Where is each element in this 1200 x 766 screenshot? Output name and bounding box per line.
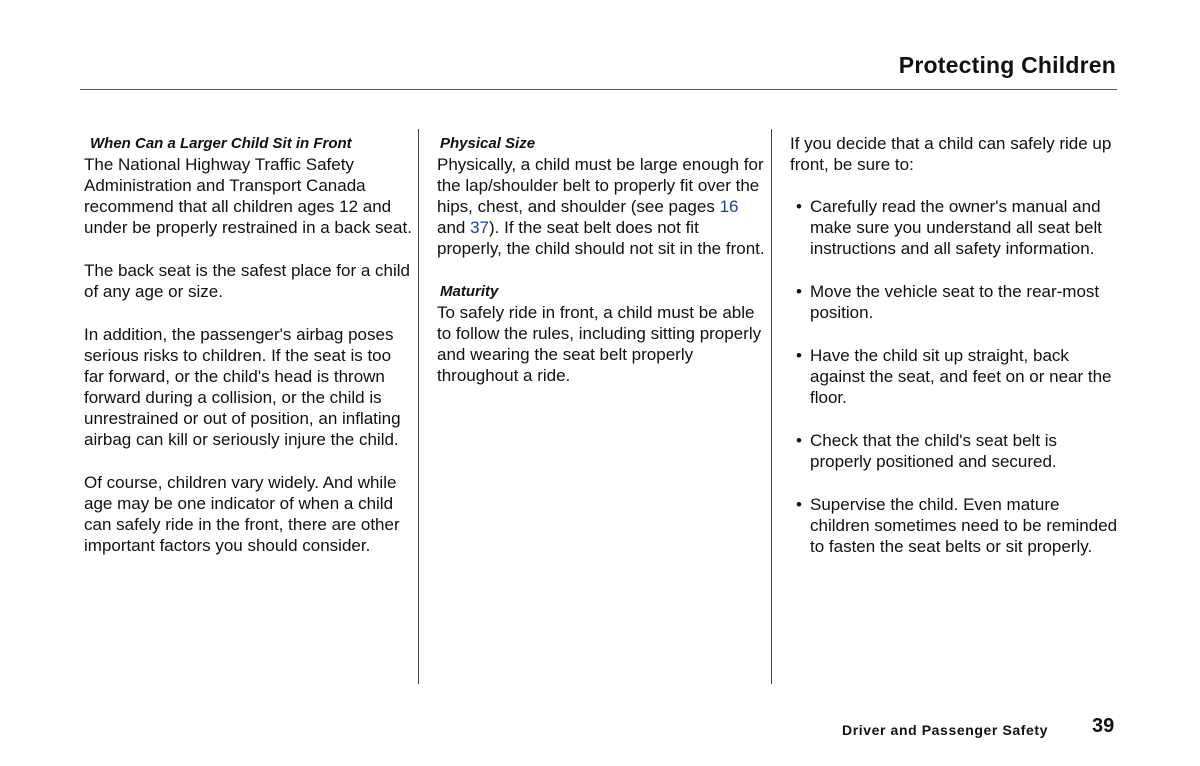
physical-size-text-3: ). If the seat belt does not fit properly, the child should not sit in the front.: [437, 218, 765, 258]
list-item: [790, 430, 1120, 472]
bullet-icon: •: [796, 346, 802, 365]
paragraph-recommendation: The National Highway Traffic Safety Administration and Transport Canada recommend that all children ages 12 and under be properly restrained in a back seat.: [84, 155, 412, 237]
checklist-intro: If you decide that a child can safely ride up front, be sure to:: [790, 134, 1112, 174]
page-title: Protecting Children: [898, 52, 1116, 78]
paragraph-airbag-risk: In addition, the passenger's airbag poses serious risks to children. If the seat is too far forward, or the child's head is thrown forward during a collision, or the child is unrestrained or out of position, an inflating airbag can kill or seriously injure the child.: [84, 325, 401, 449]
list-item-text: Move the vehicle seat to the rear-most position.: [810, 282, 1100, 322]
paragraph-back-seat-safest: The back seat is the safest place for a child of any age or size.: [84, 261, 411, 301]
list-item: [790, 281, 1120, 323]
paragraph-maturity: To safely ride in front, a child must be able to follow the rules, including sitting properly and wearing the seat belt properly throughout a ride.: [437, 303, 762, 385]
right-column: [790, 133, 1120, 579]
section-heading-physical-size: Physical Size: [440, 135, 536, 152]
list-item-text: Check that the child's seat belt is properly positioned and secured.: [810, 431, 1058, 471]
paragraph-children-vary: Of course, children vary widely. And while age may be one indicator of when a child can safely ride in the front, there are other important factors you should consider.: [84, 473, 400, 555]
list-item-text: Carefully read the owner's manual and make sure you understand all seat belt instructions and all safety information.: [810, 197, 1103, 258]
page-link-16[interactable]: 16: [719, 197, 739, 216]
page-number: 39: [1092, 715, 1115, 737]
header-rule: [80, 89, 1117, 90]
middle-column: [437, 133, 767, 408]
paragraph-physical-size: [437, 154, 767, 259]
section-heading-larger-child: When Can a Larger Child Sit in Front: [90, 135, 352, 152]
physical-size-text-1: Physically, a child must be large enough for the lap/shoulder belt to properly fit over the hips, chest, and shoulder (see pages: [437, 155, 764, 216]
column-divider-left: [418, 129, 419, 684]
list-item-text: Have the child sit up straight, back against the seat, and feet on or near the floor.: [810, 346, 1112, 407]
column-divider-right: [771, 129, 772, 684]
bullet-icon: •: [796, 197, 802, 216]
bullet-icon: •: [796, 495, 802, 514]
checklist: [790, 196, 1120, 557]
left-column: [84, 133, 412, 578]
bullet-icon: •: [796, 431, 802, 450]
list-item-text: Supervise the child. Even mature children sometimes need to be reminded to fasten the seat belts or sit properly.: [810, 495, 1118, 556]
list-item: [790, 345, 1120, 408]
section-heading-maturity: Maturity: [440, 283, 499, 300]
list-item: [790, 494, 1120, 557]
bullet-icon: •: [796, 282, 802, 301]
list-item: [790, 196, 1120, 259]
page-link-37[interactable]: 37: [470, 218, 490, 237]
physical-size-text-2: and: [437, 218, 471, 237]
footer-section-title: Driver and Passenger Safety: [842, 722, 1049, 738]
